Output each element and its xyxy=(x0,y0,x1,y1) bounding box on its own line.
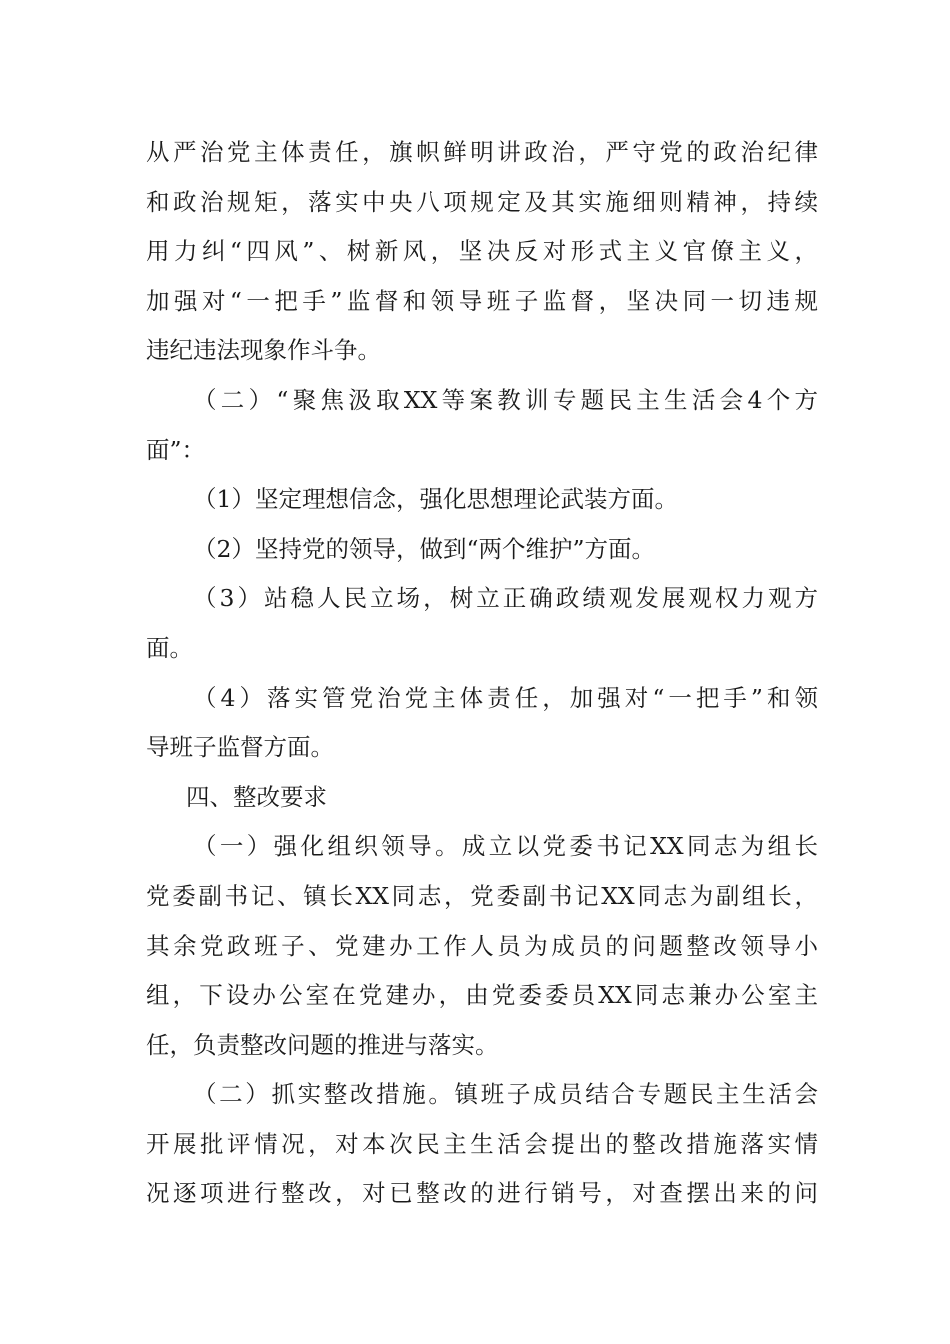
paragraph-line: 其余党政班子、党建办工作人员为成员的问题整改领导小 xyxy=(146,931,818,960)
paragraph-line: 从严治党主体责任，旗帜鲜明讲政治，严守党的政治纪律 xyxy=(146,138,818,166)
list-item: （2）坚持党的领导，做到“两个维护”方面。 xyxy=(193,534,655,563)
paragraph-line: 用力纠“四风”、树新风，坚决反对形式主义官僚主义， xyxy=(146,237,818,266)
paragraph-line: （二）抓实整改措施。镇班子成员结合专题民主生活会 xyxy=(193,1080,818,1109)
paragraph-line: 违纪违法现象作斗争。 xyxy=(146,336,381,365)
paragraph-line: 况逐项进行整改，对已整改的进行销号，对查摆出来的问 xyxy=(146,1179,818,1208)
paragraph-line: 任，负责整改问题的推进与落实。 xyxy=(146,1030,499,1059)
list-item-continued: 面。 xyxy=(146,633,193,662)
paragraph-line: 开展批评情况，对本次民主生活会提出的整改措施落实情 xyxy=(146,1129,818,1158)
paragraph-line: 党委副书记、镇长XX同志，党委副书记XX同志为副组长， xyxy=(146,881,818,910)
paragraph-line: （一）强化组织领导。成立以党委书记XX同志为组长 xyxy=(193,832,818,861)
paragraph-line: 加强对“一把手”监督和领导班子监督，坚决同一切违规 xyxy=(146,286,818,315)
section-heading-line: 面”： xyxy=(146,435,206,464)
document-body xyxy=(146,128,818,1219)
list-item-continued: 导班子监督方面。 xyxy=(146,733,334,762)
paragraph-line: 和政治规矩，落实中央八项规定及其实施细则精神，持续 xyxy=(146,187,818,216)
list-item: （3）站稳人民立场，树立正确政绩观发展观权力观方 xyxy=(193,584,818,613)
list-item: （1）坚定理想信念，强化思想理论武装方面。 xyxy=(193,485,678,514)
list-item: （4）落实管党治党主体责任，加强对“一把手”和领 xyxy=(193,683,818,712)
section-title: 四、整改要求 xyxy=(186,782,327,811)
paragraph-line: 组，下设办公室在党建办，由党委委员XX同志兼办公室主 xyxy=(146,981,818,1010)
section-heading-line: （二）“聚焦汲取XX等案教训专题民主生活会4个方 xyxy=(193,385,818,414)
